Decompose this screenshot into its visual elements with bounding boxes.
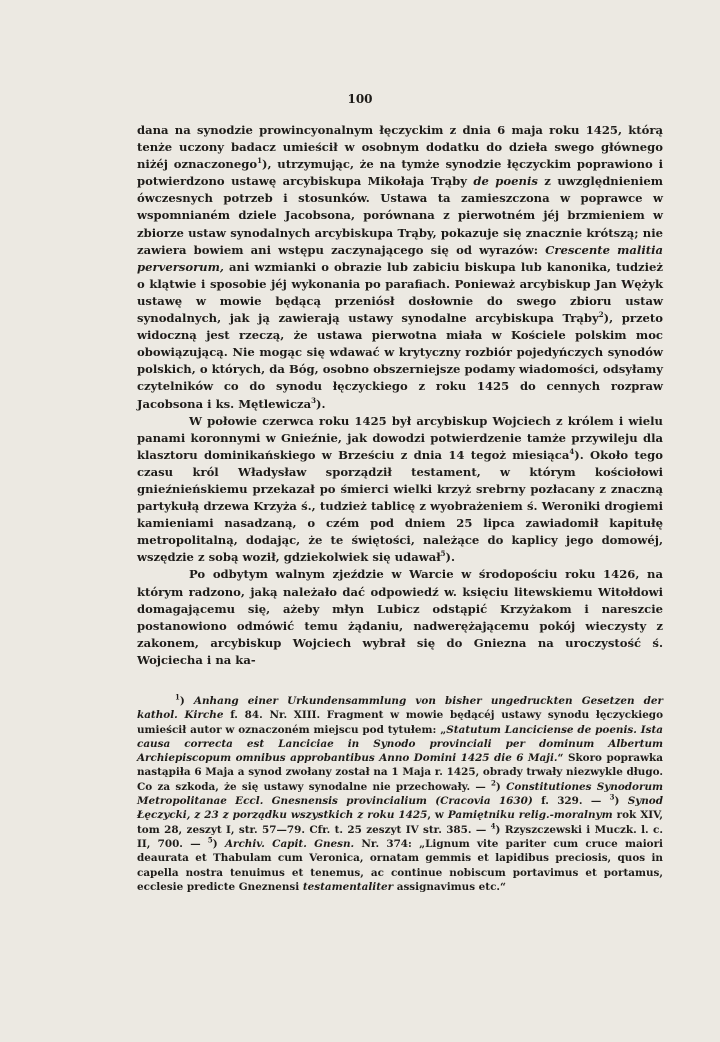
text-run: z uwzględnieniem ówczesnych potrzeb i stosunków. Ustawa ta zamieszczona w poprawce w wspomnianém dziele Jacobsona, porównana z pierwotném jéj brzmieniem w zbiorze ustaw synodalnych arcybiskupa Trąby, pokazuje się znacznie krótszą; nie zawiera bowiem ani wstępu zaczynającego się od wyrazów: xyxy=(137,174,663,257)
text-run: rok XIV, tom 28, zeszyt I, str. 57—79. Cfr. t. 25 zeszyt IV str. 385. — xyxy=(137,809,663,836)
italic-text: Constitutiones Synodorum Metropolitanae Eccl. Gnesnensis provincialium (Cracovia 1630) xyxy=(137,780,663,808)
footnote-marker: 2 xyxy=(598,310,604,320)
main-text xyxy=(137,122,663,669)
footnotes xyxy=(137,694,663,894)
text-run: ) xyxy=(179,695,194,707)
text-run: ) xyxy=(495,780,507,793)
italic-text: Crescente malitia perversorum, xyxy=(137,242,664,274)
text-run: ) xyxy=(212,837,225,850)
paragraph xyxy=(137,413,663,567)
text-run: W połowie czerwca roku 1425 był arcybiskup Wojciech z królem i wielu panami koronnymi w Gnieźnie, jak dowodzi potwierdzenie tamże przywileju dla klasztoru dominikańskiego w Brześciu z dnia 14 tegoż miesiąca xyxy=(137,413,663,462)
text-run: ani wzmianki o obrazie lub zabiciu biskupa lub kanonika, tudzież o klątwie i sposobie jéj wykonania po parafiach. Ponieważ arcybiskup Jan Wężyk ustawę w mowie będącą przeniósł dosłownie do swego zbioru ustaw synodalnych, jak ją zawierają ustawy synodalne arcybiskupa Trąby xyxy=(137,259,663,326)
text-run: , w xyxy=(427,809,448,822)
text-run: Po odbytym walnym zjeździe w Warcie w środopościu roku 1426, na którym radzono, jaką należało dać odpowiedź w. księciu litewskiemu Witołdowi domagającemu się, ażeby młyn Lubicz odstąpić Krzyżakom i nareszcie postanowiono odmówić temu żądaniu, nadwerężającemu pokój wieczysty z zakonem, arcybiskup Wojciech wybrał się do Gniezna na uroczystość ś. Wojciecha i na ka- xyxy=(137,567,663,667)
paragraph xyxy=(137,566,663,669)
text-run: ). xyxy=(315,396,326,411)
footnote-marker: 1 xyxy=(257,156,262,166)
text-run: ). xyxy=(445,550,456,565)
italic-text: Anhang einer Urkundensammlung von bisher ungedruckten Gesetzen der kathol. Kirche xyxy=(137,695,663,722)
footnote-marker: 5 xyxy=(207,835,213,845)
italic-text: de poenis xyxy=(473,174,538,189)
text-run: dana na synodzie prowincyonalnym łęczyckim z dnia 6 maja roku 1425, którą tenże uczony badacz umieścił w osobnym dodatku do dzieła swego głównego niżéj oznaczonego xyxy=(137,123,663,172)
paragraph xyxy=(137,122,663,413)
footnote-marker: 3 xyxy=(609,792,615,802)
footnote-marker: 1 xyxy=(175,692,180,702)
text-run: ), przeto widoczną jest rzeczą, że ustawa pierwotna miała w Kościele polskim moc obowiązującą. Nie mogąc się wdawać w krytyczny rozbiór pojedyńczych synodów polskich, o których, da Bóg, osobno obszerniejsze podamy wiadomości, odsyłamy czytelników co do synodu łęczyckiego z roku 1425 do cennych rozpraw Jacobsona i ks. Mętlewicza xyxy=(137,311,664,411)
footnote-marker: 5 xyxy=(440,549,446,559)
text-run: ). Około tego czasu król Władysław sporządził testament, w którym kościołowi gnieźnieńskiemu przekazał po śmierci wielki krzyż srebrny pozłacany z znaczną partykułą drzewa Krzyża ś., tudzież tablicę z wyobrażeniem ś. Weroniki drogiemi kamieniami nasadzaną, o czém pod dniem 25 lipca zawiadomił kapitułę metropolitalną, dodając, że te świętości, należące do kaplicy jego domowéj, wszędzie z sobą woził, gdziekolwiek się udawał xyxy=(137,447,663,565)
text-run: f. 329. — xyxy=(532,795,610,808)
italic-text: Statutum Lanciciense de poenis. Ista causa correcta est Lanciciae in Synodo provinciali per dominum Albertum Archiepiscopum omnibus approbantibus Anno Domini 1425 die 6 Maji. xyxy=(137,723,663,765)
text-run: ) xyxy=(614,795,628,808)
italic-text: Pamiętniku relig.-moralnym xyxy=(447,809,613,822)
italic-text: Archiv. Capit. Gnesn. xyxy=(224,837,355,850)
page-number: 100 xyxy=(347,92,373,106)
footnote-text xyxy=(137,694,663,894)
text-run: f. 84. Nr. XIII. Fragment w mowie będącéj ustawy synodu łęczyckiego umieścił autor w oznaczoném miejscu pod tytułem: „ xyxy=(137,709,664,736)
italic-text: Synod Łęczycki, z 23 z porządku wszystkich z roku 1425 xyxy=(137,795,663,822)
footnote-marker: 3 xyxy=(311,395,316,405)
text-run: ), utrzymując, że na tymże synodzie łęczyckim poprawiono i potwierdzono ustawę arcybiskupa Mikołaja Trąby xyxy=(137,157,663,189)
text-run: “ Skoro poprawka nastąpiła 6 Maja a synod zwołany został na 1 Maja r. 1425, obrady trwały niezwykle długo. Co za szkoda, że się ustawy synodalne nie przechowały. — xyxy=(137,752,663,793)
footnote-marker: 4 xyxy=(569,446,575,456)
italic-text: testamentaliter xyxy=(302,880,394,893)
footnote-marker: 2 xyxy=(491,778,496,788)
text-run: Nr. 374: „Lignum vite pariter cum cruce maiori deaurata et Thabulam cum Veronica, ornatam gemmis et lapidibus preciosis, quos in capella nostra tenuimus et tenemus, ac continue nobiscum portavimus et portamus, ecclesie predicte Gneznensi xyxy=(137,837,663,893)
text-run: ) Rzyszczewski i Muczk. l. c. II, 700. — xyxy=(137,823,663,850)
footnote-marker: 4 xyxy=(490,821,496,831)
text-run: assignavimus etc.“ xyxy=(393,880,506,893)
